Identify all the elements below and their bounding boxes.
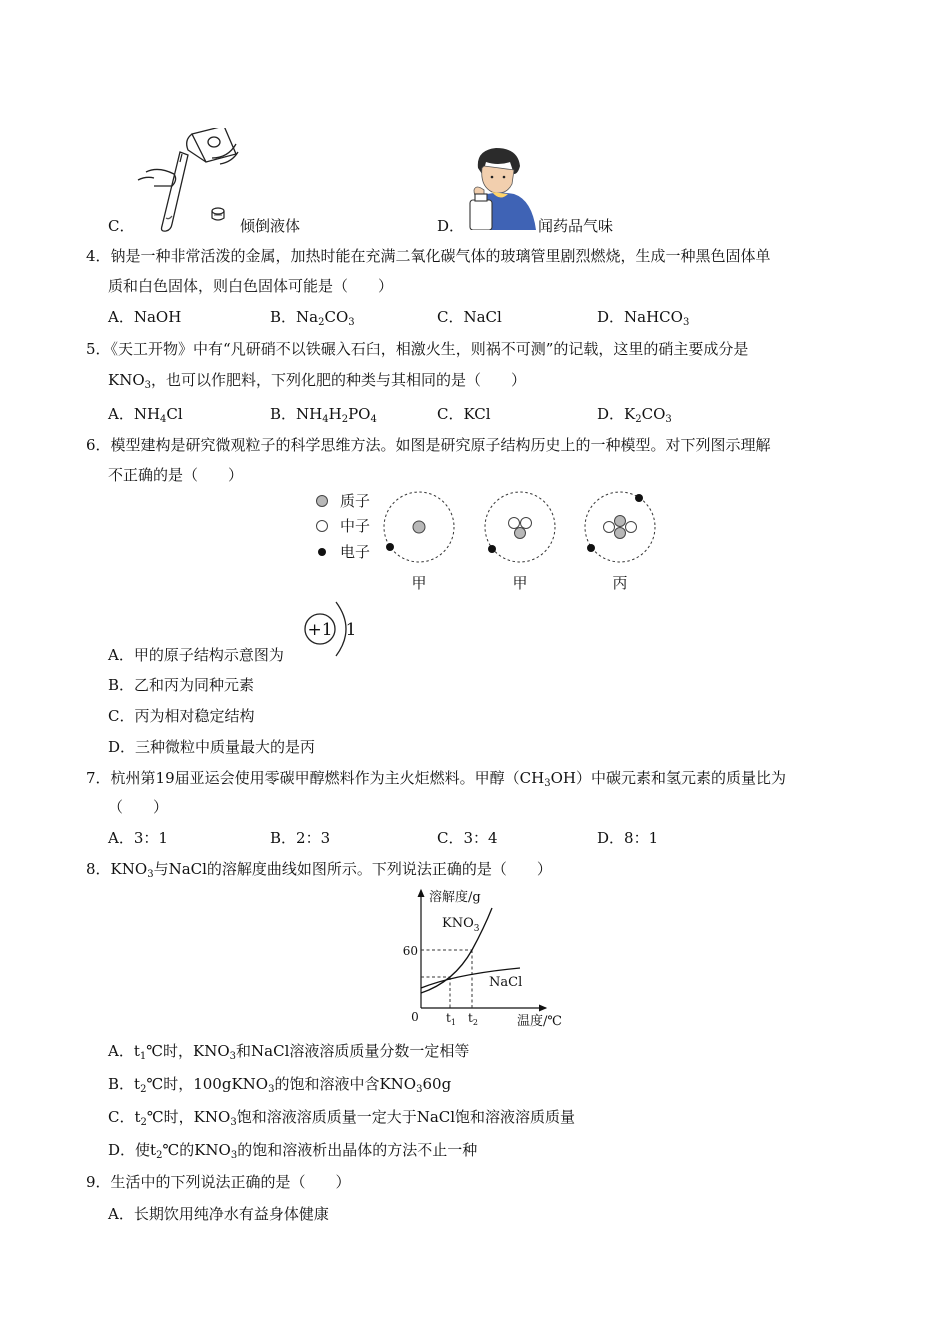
y-axis-label: 溶解度/g <box>429 890 481 905</box>
q3-option-d-caption: 闻药品气味 <box>538 217 614 235</box>
q5-option-a[interactable]: A．$NH_4Cl$ <box>108 405 183 425</box>
q4-option-a[interactable]: A．NaOH <box>108 308 182 326</box>
q7-option-b[interactable]: B．2：3 <box>270 829 331 847</box>
legend-proton-marker <box>317 496 328 507</box>
q7-stem-line2: （ ） <box>108 798 169 816</box>
q6-option-b[interactable]: B．乙和丙为同种元素 <box>108 676 255 694</box>
x-tick-t2: $t_2$ <box>468 1011 478 1027</box>
q9-stem-line1: 9．生活中的下列说法正确的是（ ） <box>86 1173 351 1191</box>
q3-option-c-letter: C． <box>108 217 135 235</box>
q5-option-c[interactable]: C．KCl <box>437 405 491 423</box>
atomic-model-diagram <box>300 486 670 598</box>
q4-stem-line2: 质和白色固体，则白色固体可能是（ ） <box>108 277 394 295</box>
legend-neutron-label: 中子 <box>340 517 371 535</box>
q8-stem-line1: 8．$KNO_3$与NaCl的溶解度曲线如图所示。下列说法正确的是（ ） <box>86 860 552 880</box>
nucleus-charge: +1 <box>307 620 333 640</box>
q3-option-d-letter: D． <box>437 217 465 235</box>
q4-option-b[interactable]: B．$Na_2CO_3$ <box>270 308 355 328</box>
atom-label-1: 甲 <box>411 574 427 592</box>
q7-stem-line1: 7．杭州第19届亚运会使用零碳甲醇燃料作为主火炬燃料。甲醇$(CH_3OH)$中碳元素和氢元素的质量比为 <box>86 769 786 789</box>
q7-option-d[interactable]: D．8：1 <box>597 829 659 847</box>
q6-stem-line2: 不正确的是（ ） <box>108 466 244 484</box>
y-tick-60: 60 <box>402 944 418 958</box>
legend-electron-label: 电子 <box>340 543 371 561</box>
q6-stem-line1: 6．模型建构是研究微观粒子的科学思维方法。如图是研究原子结构历史上的一种模型。对下列图示理解 <box>86 436 771 454</box>
series-nacl-label: NaCl <box>489 975 523 990</box>
q7-option-c[interactable]: C．3：4 <box>437 829 498 847</box>
series-kno3-label: $KNO_3$ <box>442 916 480 934</box>
q9-option-a[interactable]: A．长期饮用纯净水有益身体健康 <box>108 1205 329 1223</box>
origin-label: 0 <box>411 1010 419 1024</box>
q5-option-b[interactable]: B．$NH_4H_2PO_4$ <box>270 405 377 425</box>
q4-option-d[interactable]: D．NaHCO$_3$ <box>597 308 690 328</box>
bottle-stopper-icon <box>208 207 228 223</box>
atom-label-2: 甲 <box>512 574 528 592</box>
shell-electron-count: 1 <box>345 620 357 640</box>
q4-stem-line1: 4．钠是一种非常活泼的金属，加热时能在充满二氧化碳气体的玻璃管里剧烈燃烧，生成一种黑色固体单 <box>86 247 771 265</box>
q5-option-d[interactable]: D．$K_2CO_3$ <box>597 405 672 425</box>
atom-label-3: 丙 <box>612 574 628 592</box>
legend-proton-label: 质子 <box>340 492 371 510</box>
hydrogen-structure-diagram <box>300 600 360 664</box>
q6-option-a[interactable]: A．甲的原子结构示意图为 <box>108 646 284 664</box>
legend-neutron-marker <box>317 521 328 532</box>
q8-option-b[interactable]: B．$t_2℃$时，100gKNO$_3$的饱和溶液中含$KNO_360g$ <box>108 1075 452 1095</box>
q6-option-c[interactable]: C．丙为相对稳定结构 <box>108 707 255 725</box>
q4-option-c[interactable]: C．NaCl <box>437 308 502 326</box>
q8-option-a[interactable]: A．$t_1℃$时，$KNO_3$和NaCl溶液溶质质量分数一定相等 <box>108 1042 470 1062</box>
smelling-reagent-illustration <box>462 144 538 230</box>
q3-option-c-caption: 倾倒液体 <box>240 217 301 235</box>
x-axis-label: 温度/℃ <box>517 1014 562 1029</box>
q8-option-d[interactable]: D．使$t_2℃$的$KNO_3$的饱和溶液析出晶体的方法不止一种 <box>108 1141 478 1161</box>
legend-electron-marker <box>318 548 326 556</box>
q8-option-c[interactable]: C．$t_2℃$时，$KNO_3$饱和溶液溶质质量一定大于NaCl饱和溶液溶质质量 <box>108 1108 576 1128</box>
q7-option-a[interactable]: A．3：1 <box>108 829 168 847</box>
q6-option-d[interactable]: D．三种微粒中质量最大的是丙 <box>108 738 316 756</box>
q5-stem-line1: 5．《天工开物》中有“凡研硝不以铁碾入石臼，相激火生，则祸不可测”的记载，这里的硝主要成分是 <box>86 340 749 358</box>
solubility-curve-chart <box>396 884 572 1032</box>
q5-stem-line2: $KNO_3$，也可以作肥料，下列化肥的种类与其相同的是（ ） <box>108 371 527 391</box>
x-tick-t1: $t_1$ <box>446 1011 456 1027</box>
